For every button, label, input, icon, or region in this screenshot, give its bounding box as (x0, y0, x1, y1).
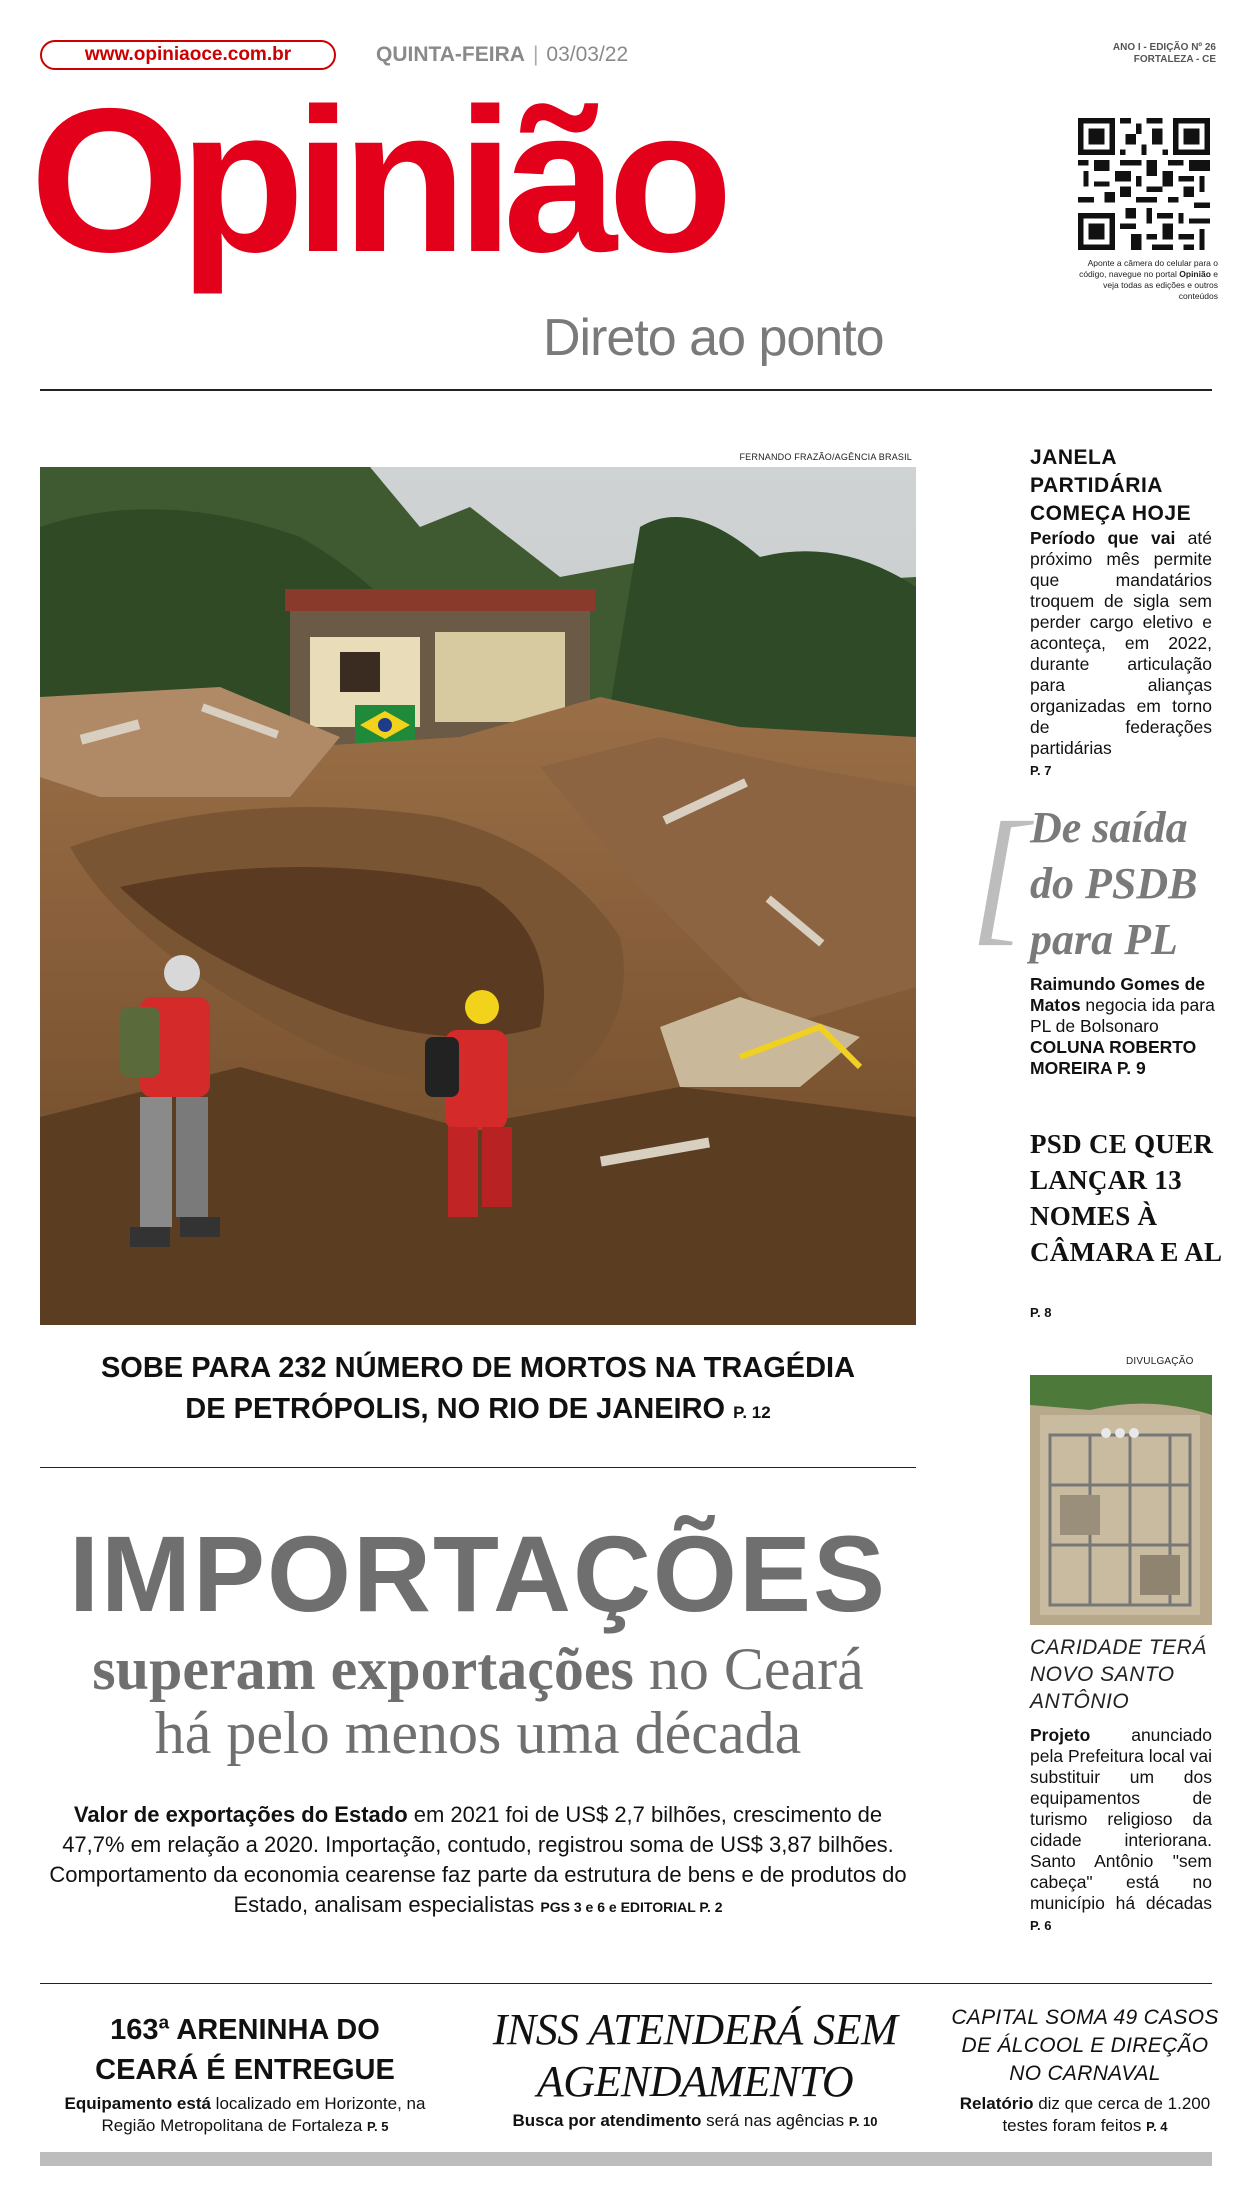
footer-bar (40, 2152, 1212, 2166)
subheadline-bold: superam exportações (92, 1636, 634, 1702)
caption-line-2-text: DE PETRÓPOLIS, NO RIO DE JANEIRO (185, 1393, 726, 1425)
main-lead-paragraph (40, 1800, 916, 1922)
lead-page-ref: PGS 3 e 6 e EDITORIAL P. 2 (540, 1899, 723, 1915)
carnaval-page-ref: P. 4 (1146, 2119, 1168, 2134)
issue-date: 03/03/22 (546, 43, 629, 66)
lead-bold: Valor de exportações do Estado (73, 1802, 408, 1827)
inss-body-bold: Busca por atendimento (512, 2111, 702, 2130)
qr-note-text-end: e veja todas as edições e outros conteúdos (1103, 269, 1218, 301)
caption-divider (40, 1467, 916, 1468)
inss-page-ref: P. 10 (848, 2114, 878, 2129)
caridade-page-ref: P. 6 (1030, 1918, 1052, 1933)
sidebar-caridade-title[interactable]: CARIDADE TERÁ NOVO SANTO ANTÔNIO (1030, 1636, 1207, 1713)
qr-note-text: Aponte a câmera do celular para o código, navegue no portal (1079, 258, 1218, 279)
janela-body-bold: Período que vai (1030, 528, 1176, 548)
website-url-link[interactable]: www.opiniaoce.com.br (40, 40, 336, 70)
psdb-column-ref: COLUNA ROBERTO MOREIRA P. 9 (1030, 1037, 1197, 1078)
areninha-page-ref: P. 5 (367, 2119, 389, 2134)
janela-page-ref: P. 7 (1030, 763, 1052, 778)
logo-tagline: Direto ao ponto (543, 309, 884, 367)
edition-city: FORTALEZA - CE (1133, 54, 1216, 65)
lead-text: em 2021 foi de US$ 2,7 bilhões, crescimento de 47,7% em relação a 2020. Importação, contudo, registrou soma de US$ 3,87 bilhões. Comportamento da economia cearense faz parte da estrutura de bens e de produtos do Estado, analisam especialistas (49, 1802, 907, 1917)
bottom-divider (40, 1983, 1212, 1984)
areninha-body (40, 2093, 450, 2138)
psd-page-ref: P. 8 (1030, 1305, 1052, 1320)
edition-info (1113, 42, 1216, 66)
weekday: QUINTA-FEIRA (376, 43, 525, 66)
qr-code-icon[interactable] (1078, 118, 1210, 250)
sidebar-janela-body (1030, 528, 1212, 781)
main-subheadline-line1 (40, 1636, 916, 1702)
inss-body (455, 2110, 935, 2133)
caridade-photo-credit: DIVULGAÇÃO (1126, 1356, 1194, 1367)
carnaval-body (950, 2093, 1220, 2138)
caridade-body-bold: Projeto (1030, 1725, 1091, 1745)
areninha-title-line2: CEARÁ É ENTREGUE (95, 2054, 395, 2086)
caption-page-ref: P. 12 (733, 1403, 771, 1422)
caption-line-1: SOBE PARA 232 NÚMERO DE MORTOS NA TRAGÉDIA (100, 1352, 856, 1384)
inss-headline[interactable] (455, 2004, 935, 2108)
qr-code-note (1070, 258, 1218, 302)
subheadline-rest: no Ceará (633, 1636, 864, 1702)
newspaper-logo: Opinião (30, 66, 724, 295)
construction-site-photo[interactable] (1030, 1375, 1212, 1625)
psdb-body-bold: Raimundo Gomes de Matos (1030, 974, 1206, 1015)
areninha-body-text: localizado em Horizonte, na Região Metropolitana de Fortaleza (101, 2094, 426, 2135)
janela-body-text: até próximo mês permite que mandatários troquem de sigla sem perder cargo eletivo e aconteça, em 2022, durante articulação para alianças organizadas em torno de federações partidárias (1030, 528, 1212, 758)
psdb-body-text: negocia ida para PL de Bolsonaro (1030, 995, 1215, 1036)
edition-number: ANO I - EDIÇÃO Nº 26 (1112, 42, 1216, 53)
carnaval-headline[interactable]: CAPITAL SOMA 49 CASOS DE ÁLCOOL E DIREÇÃO NO CARNAVAL (951, 2006, 1219, 2085)
main-photo-caption[interactable] (40, 1348, 916, 1433)
masthead-divider (40, 389, 1212, 391)
inss-title-line1: INSS ATENDERÁ SEM (492, 2005, 898, 2054)
carnaval-body-bold: Relatório (959, 2094, 1034, 2113)
main-headline[interactable]: IMPORTAÇÕES (68, 1513, 888, 1634)
carnaval-body-text: diz que cerca de 1.200 testes foram feitos (1002, 2094, 1211, 2135)
sidebar-caridade-body (1030, 1725, 1212, 1936)
sidebar-janela-title[interactable]: JANELA PARTIDÁRIA COMEÇA HOJE (1030, 446, 1192, 525)
sidebar-psdb-body (1030, 974, 1220, 1079)
main-photo-credit: FERNANDO FRAZÃO/AGÊNCIA BRASIL (739, 452, 912, 462)
main-subheadline-line2: há pelo menos uma década (154, 1700, 802, 1766)
areninha-body-bold: Equipamento está (64, 2094, 211, 2113)
quote-bracket: [ (970, 792, 1029, 958)
caridade-body-text: anunciado pela Prefeitura local vai substituir um dos equipamentos de turismo religioso da cidade interiorana. Santo Antônio "sem cabeça" está no município há décadas (1030, 1725, 1212, 1913)
sidebar-psdb-title[interactable]: De saída do PSDB para PL (1030, 803, 1198, 964)
inss-title-line2: AGENDAMENTO (536, 2057, 854, 2106)
areninha-headline[interactable] (40, 2010, 450, 2090)
qr-note-brand: Opinião (1179, 269, 1211, 279)
landslide-rescue-photo[interactable] (40, 467, 916, 1325)
inss-body-text: será nas agências (701, 2111, 849, 2130)
sidebar-psd-title[interactable]: PSD CE QUER LANÇAR 13 NOMES À CÂMARA E AL (1030, 1129, 1223, 1267)
dateline-separator: | (532, 43, 539, 66)
areninha-title-line1: 163ª ARENINHA DO (110, 2014, 380, 2046)
caption-line-2 (40, 1389, 916, 1433)
